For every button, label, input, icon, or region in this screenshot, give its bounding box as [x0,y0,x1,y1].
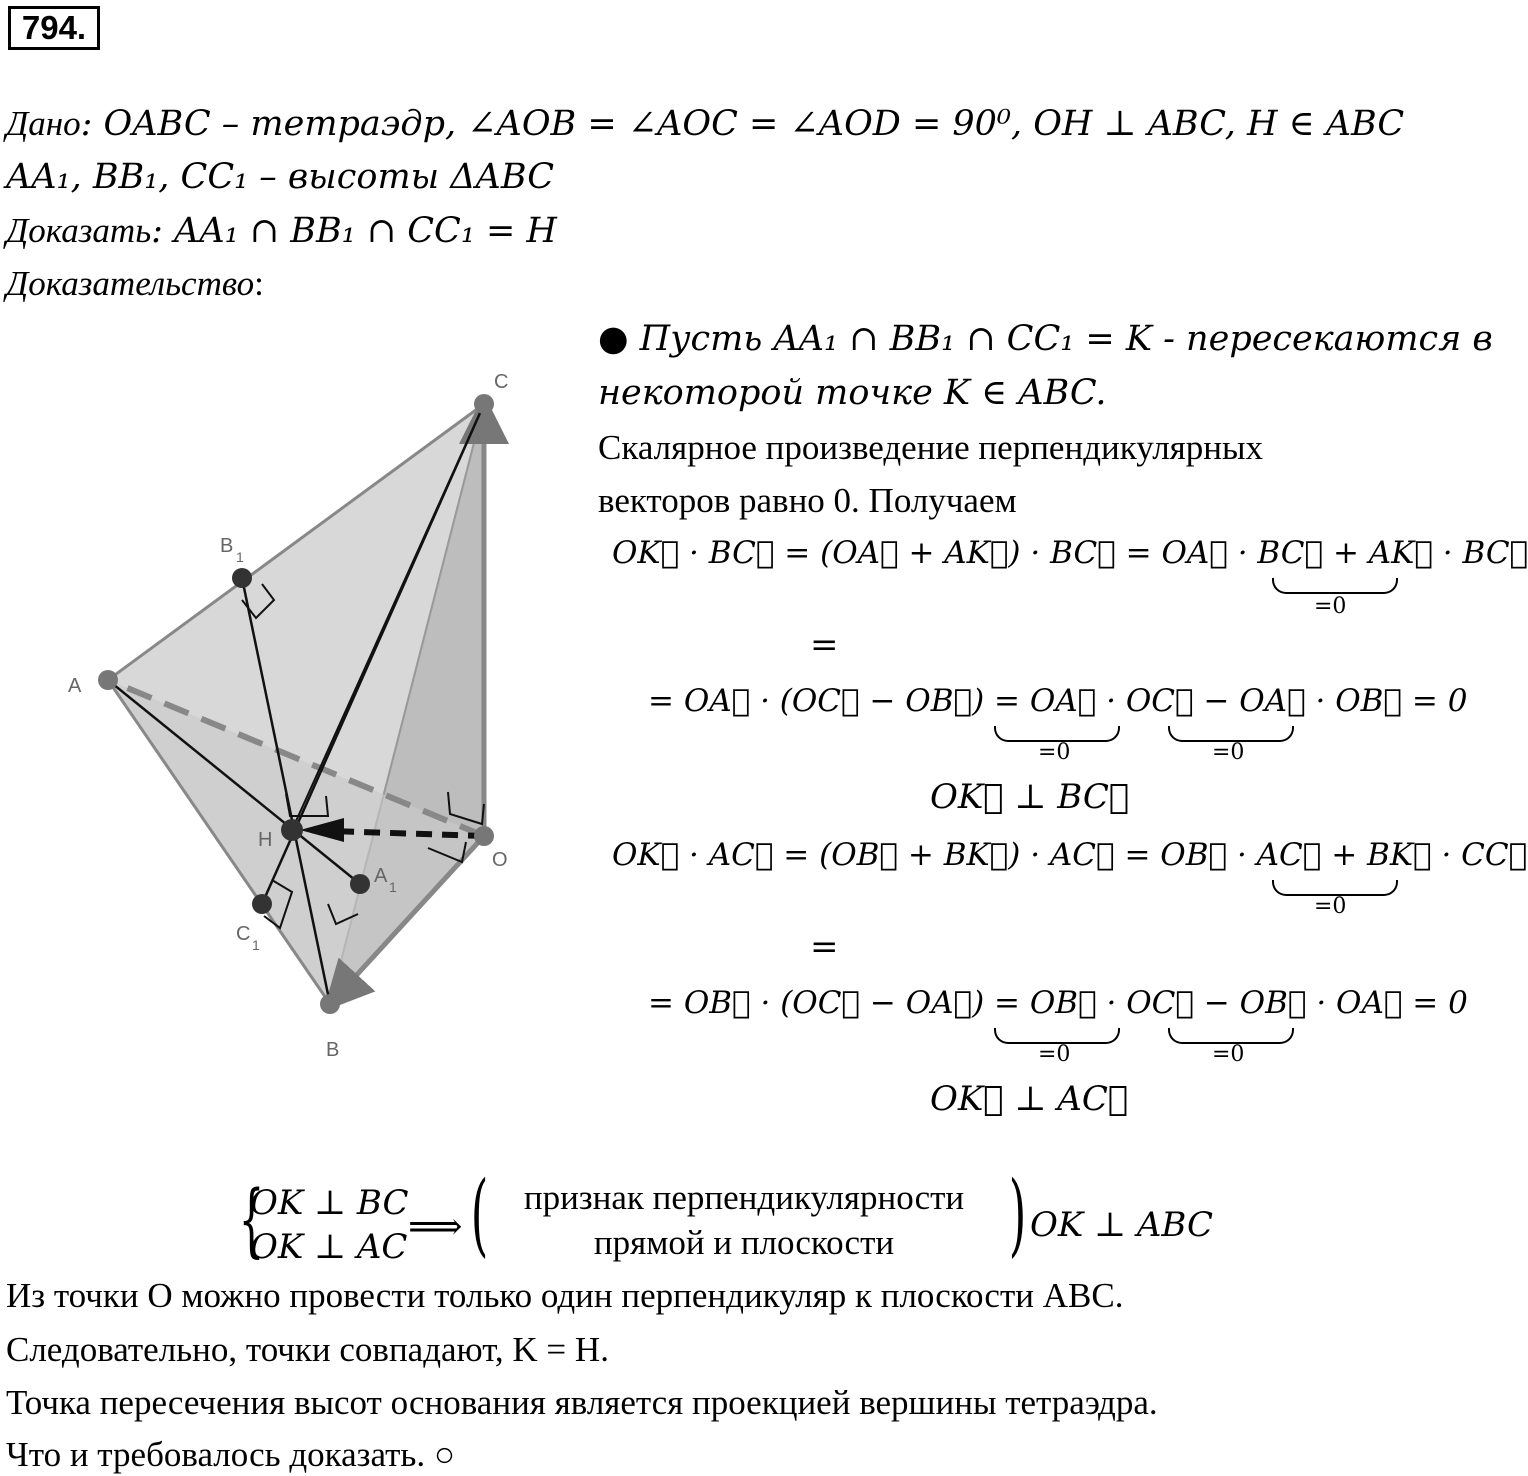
point-b [320,994,340,1014]
label-a1-sub: 1 [389,879,397,895]
point-h [281,819,303,841]
tetrahedron-figure [0,320,590,1080]
right-line-1: ● Пусть AA₁ ∩ BB₁ ∩ CC₁ = K - пересекаются в [598,319,1493,359]
label-c: C [494,371,509,393]
point-c1 [252,894,272,914]
label-b1-sub: 1 [236,549,244,565]
eq-sign-1: = [810,625,839,665]
label-b: B [326,1039,340,1061]
given-line-1 [6,106,1404,142]
prove-text: : AA₁ ∩ BB₁ ∩ CC₁ = H [151,211,557,251]
equation-1: OK⃗ · BC⃗ = (OA⃗ + AK⃗) · BC⃗ = OA⃗ · BC⃗ + AK⃗ · BC⃗ [612,535,1528,571]
equation-4: = OB⃗ · (OC⃗ − OA⃗) = OB⃗ · OC⃗ − OB⃗ · OA⃗ = 0 [648,985,1468,1021]
right-line-3: Скалярное произведение перпендикулярных [598,428,1264,467]
label-c1: C [236,923,251,945]
right-line-2: некоторой точке K ∈ ABC. [598,373,1107,413]
eq-sign-2: = [810,927,839,967]
criterion-line-1: признак перпендикулярности [523,1178,965,1217]
criterion-line-2: прямой и плоскости [593,1223,895,1262]
result-1: OK⃗ ⊥ BC⃗ [930,777,1130,817]
zero-2b: =0 [1212,740,1245,765]
label-b1: B [220,535,234,557]
given-text: : OABC – тетраэдр, ∠AOB = ∠AOC = ∠AOD = 90⁰, OH ⊥ ABC, H ∈ ABC [80,104,1405,144]
system-row-2: OK ⊥ AC [250,1227,408,1267]
zero-4a: =0 [1038,1042,1071,1067]
conclusion-line-2: Следовательно, точки совпадают, K = H. [6,1330,609,1369]
zero-3: =0 [1314,894,1347,919]
proof-label: Доказательство [6,264,255,303]
label-o: O [492,849,508,871]
point-a [98,670,118,690]
right-line-4: векторов равно 0. Получаем [598,481,1017,520]
label-h: H [258,829,273,851]
label-c1-sub: 1 [252,937,260,953]
label-a: A [68,675,82,697]
equation-2: = OA⃗ · (OC⃗ − OB⃗) = OA⃗ · OC⃗ − OA⃗ · OB⃗ = 0 [648,683,1468,719]
underbrace-1 [1272,578,1398,594]
system-row-1: OK ⊥ BC [250,1183,409,1223]
conclusion-line-1: Из точки O можно провести только один перпендикуляр к плоскости ABC. [6,1276,1124,1315]
system-result: OK ⊥ ABC [1030,1205,1214,1245]
given-label: Дано [6,104,81,143]
label-a1: A [374,865,388,887]
point-c [474,394,494,414]
conclusion-line-4: Что и требовалось доказать. ○ [6,1435,456,1474]
proof-heading [6,266,264,301]
prove-line [6,213,557,249]
paren-left: ( [470,1162,489,1267]
result-2: OK⃗ ⊥ AC⃗ [930,1079,1129,1119]
conclusion-line-3: Точка пересечения высот основания является проекцией вершины тетраэдра. [6,1383,1158,1422]
point-o [474,826,494,846]
zero-1: =0 [1314,594,1347,619]
zero-2a: =0 [1038,740,1071,765]
equation-3: OK⃗ · AC⃗ = (OB⃗ + BK⃗) · AC⃗ = OB⃗ · AC⃗ + BK⃗ · CC⃗ [612,837,1528,873]
proof-colon: : [254,264,264,303]
prove-label: Доказать [6,211,152,250]
given-line-2: AA₁, BB₁, CC₁ – высоты ΔABC [6,157,554,197]
system-brace: { [238,1173,265,1266]
problem-number: 794. [8,6,100,50]
implies-arrow: ⟹ [408,1204,463,1248]
zero-4b: =0 [1212,1042,1245,1067]
point-b1 [232,568,252,588]
paren-right: ) [1008,1162,1027,1267]
point-a1 [350,874,370,894]
